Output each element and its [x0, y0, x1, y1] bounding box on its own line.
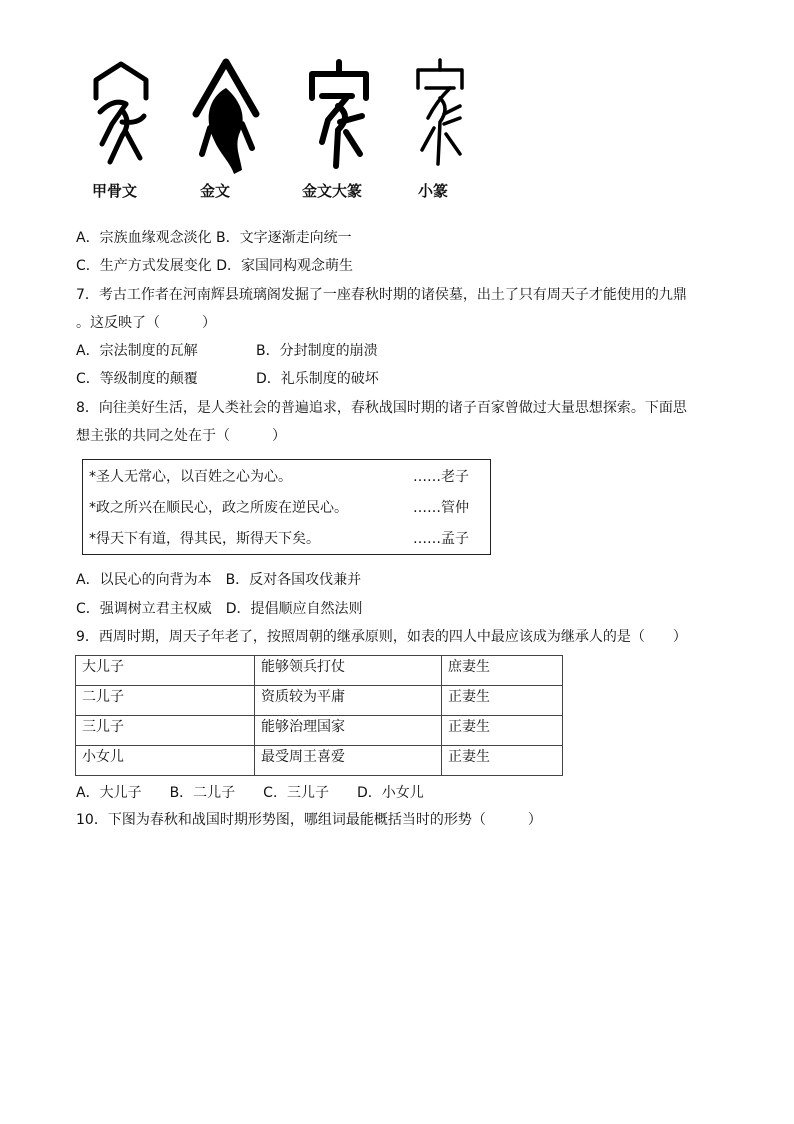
label-bronze: 金文 — [200, 182, 231, 200]
table-cell: 资质较为平庸 — [255, 686, 442, 716]
q9-stem: 9．西周时期，周天子年老了，按照周朝的继承原则，如表的四人中最应该成为继承人的是（ ） — [76, 629, 687, 645]
table-cell: 大儿子 — [76, 656, 255, 686]
q8-stem-continued: 想主张的共同之处在于（ ） — [76, 428, 286, 444]
quote-text: *圣人无常心，以百姓之心为心。 — [89, 469, 292, 485]
table-cell: 能够治理国家 — [255, 716, 442, 746]
q7-stem-continued: 。这反映了（ ） — [76, 315, 216, 331]
quote-source: ……管仲 — [413, 500, 469, 516]
table-cell: 二儿子 — [76, 686, 255, 716]
q10-stem: 10．下图为春秋和战国时期形势图，哪组词最能概括当时的形势（ ） — [76, 812, 542, 828]
table-row — [76, 686, 563, 716]
table-cell: 最受周王喜爱 — [255, 746, 442, 776]
table-cell: 正妻生 — [442, 746, 563, 776]
table-row — [76, 746, 563, 776]
quotes-box — [82, 459, 491, 555]
q8-options-cd: C．强调树立君主权威 D．提倡顺应自然法则 — [76, 601, 363, 617]
small-seal-glyph — [414, 58, 466, 170]
table-row — [76, 716, 563, 746]
label-great-seal: 金文大篆 — [302, 182, 363, 200]
table-cell: 正妻生 — [442, 686, 563, 716]
q6-options-ab: A．宗族血缘观念淡化 B．文字逐渐走向统一 — [76, 230, 352, 246]
q7-option-c: C．等级制度的颠覆 — [76, 371, 198, 387]
q9-options: A．大儿子 B．二儿子 C．三儿子 D．小女儿 — [76, 785, 424, 801]
quote-text: *政之所兴在顺民心，政之所废在逆民心。 — [89, 500, 348, 516]
table-cell: 三儿子 — [76, 716, 255, 746]
table-row — [76, 656, 563, 686]
heirs-table — [75, 655, 563, 776]
q7-stem: 7．考古工作者在河南辉县琉璃阁发掘了一座春秋时期的诸侯墓，出土了只有周天子才能使用的九鼎 — [76, 287, 687, 303]
q8-stem: 8．向往美好生活，是人类社会的普遍追求，春秋战国时期的诸子百家曾做过大量思想探索。下面思 — [76, 400, 687, 416]
label-small-seal: 小篆 — [418, 182, 449, 200]
quote-source: ……老子 — [413, 469, 469, 485]
great-seal-glyph — [308, 58, 370, 172]
q7-option-d: D．礼乐制度的破坏 — [256, 371, 379, 387]
label-oracle-bone: 甲骨文 — [92, 182, 138, 200]
oracle-bone-glyph — [92, 58, 150, 168]
q7-option-a: A．宗法制度的瓦解 — [76, 343, 198, 359]
character-evolution-figure — [80, 58, 500, 208]
quote-text: *得天下有道，得其民，斯得天下矣。 — [89, 531, 320, 547]
table-cell: 庶妻生 — [442, 656, 563, 686]
bronze-inscription-glyph — [190, 58, 262, 178]
table-cell: 小女儿 — [76, 746, 255, 776]
table-cell: 正妻生 — [442, 716, 563, 746]
table-cell: 能够领兵打仗 — [255, 656, 442, 686]
q6-options-cd: C．生产方式发展变化 D．家国同构观念萌生 — [76, 258, 354, 274]
q7-option-b: B．分封制度的崩溃 — [256, 343, 378, 359]
q8-options-ab: A．以民心的向背为本 B．反对各国攻伐兼并 — [76, 572, 362, 588]
quote-source: ……孟子 — [413, 531, 469, 547]
